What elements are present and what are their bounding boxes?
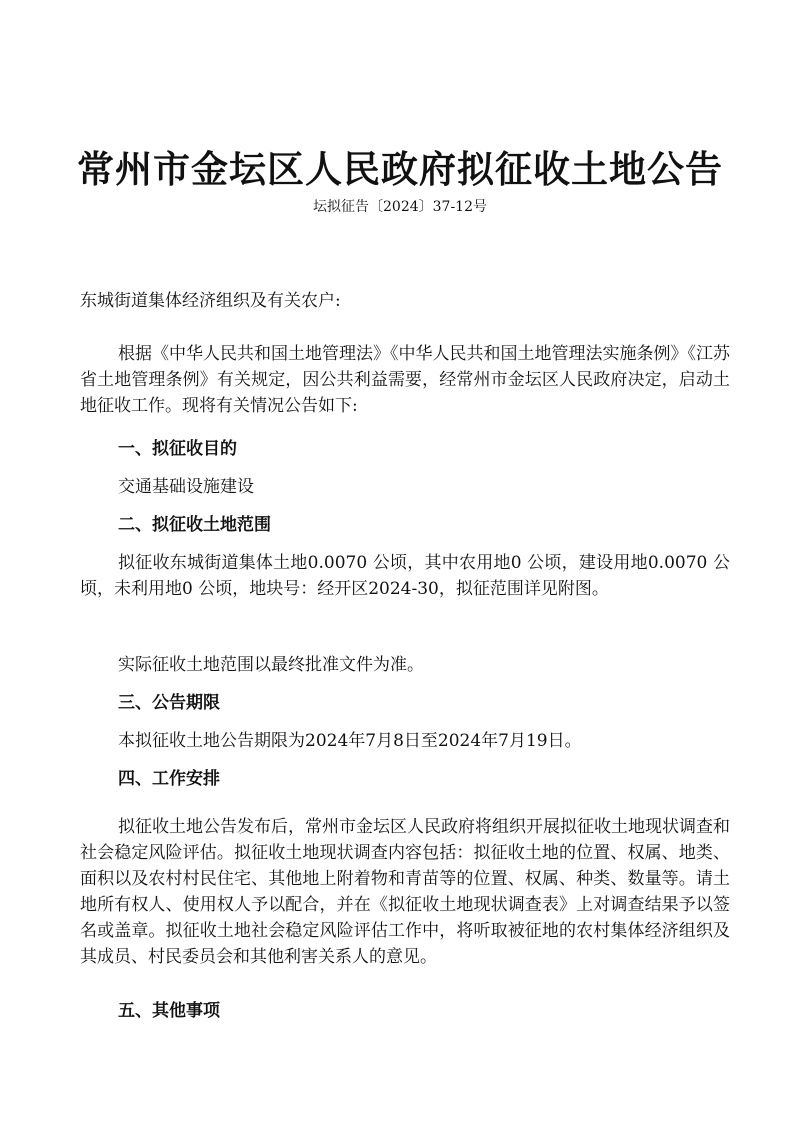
section-4-heading: 四、工作安排 (118, 769, 220, 789)
section-1-heading: 一、拟征收目的 (118, 439, 237, 459)
intro-paragraph: 根据《中华人民共和国土地管理法》《中华人民共和国土地管理法实施条例》《江苏省土地管理条例》有关规定，因公共利益需要，经常州市金坛区人民政府决定，启动土地征收工作。现将有关情况公告如下: (80, 344, 730, 416)
section-3-body: 本拟征收土地公告期限为2024年7月8日至2024年7月19日。 (118, 731, 582, 751)
section-2-heading: 二、拟征收土地范围 (118, 515, 271, 535)
page-title: 常州市金坛区人民政府拟征收土地公告 (77, 147, 723, 191)
addressee: 东城街道集体经济组织及有关农户: (80, 291, 341, 311)
section-5-heading: 五、其他事项 (118, 1001, 220, 1021)
document-number: 坛拟征告〔2024〕37-12号 (313, 199, 487, 215)
section-1-body: 交通基础设施建设 (118, 477, 254, 497)
section-3-heading: 三、公告期限 (118, 693, 220, 713)
section-2-body: 拟征收东城街道集体土地0.0070 公顷，其中农用地0 公顷，建设用地0.0070 公顷，未利用地0 公顷，地块号：经开区2024-30，拟征范围详见附图。 (80, 553, 730, 599)
section-2-note: 实际征收土地范围以最终批准文件为准。 (118, 655, 424, 675)
section-4-body: 拟征收土地公告发布后，常州市金坛区人民政府将组织开展拟征收土地现状调查和社会稳定风险评估。拟征收土地现状调查内容包括：拟征收土地的位置、权属、地类、面积以及农村村民住宅、其他地上附着物和青苗等的位置、权属、种类、数量等。请土地所有权人、使用权人予以配合，并在《拟征收土地现状调查表》上对调查结果予以签名或盖章。拟征收土地社会稳定风险评估工作中，将听取被征地的农村集体经济组织及其成员、村民委员会和其他利害关系人的意见。 (80, 817, 730, 967)
